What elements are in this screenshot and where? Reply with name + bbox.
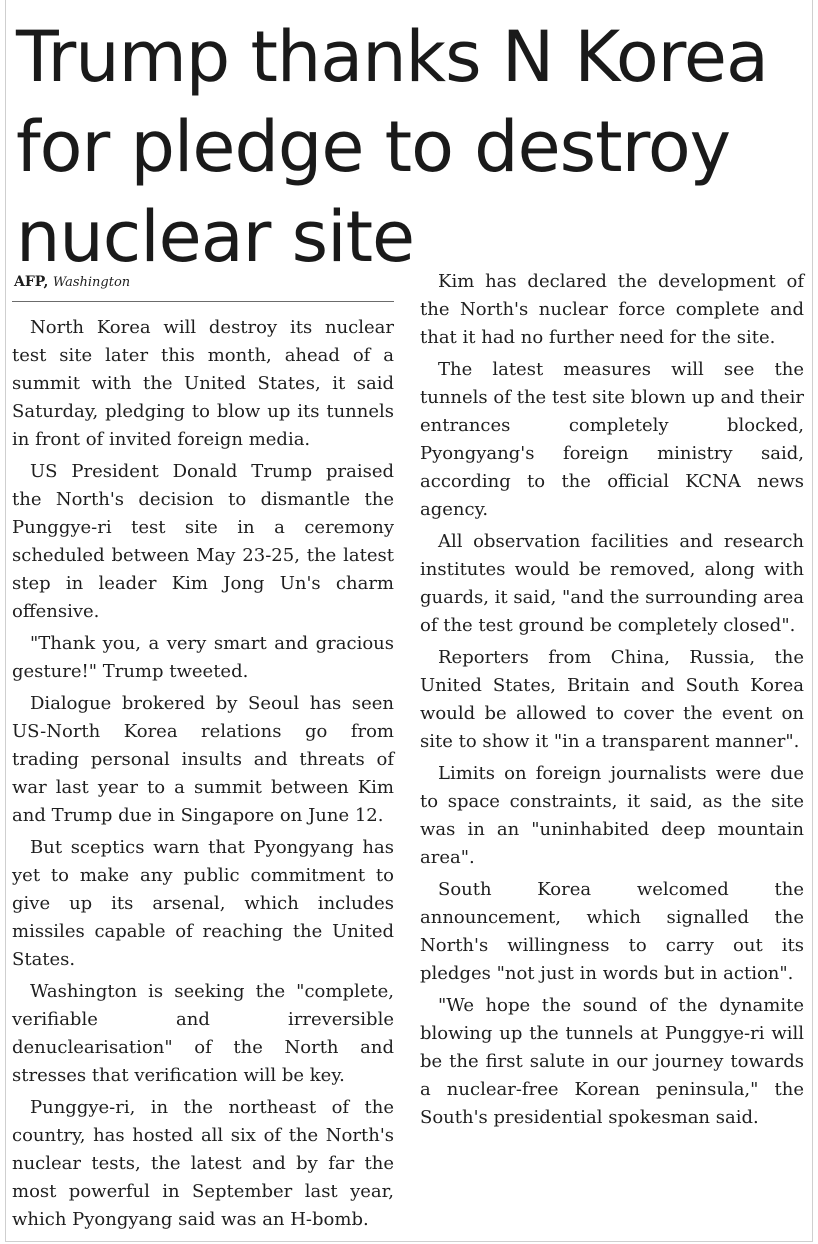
paragraph: North Korea will destroy its nuclear test site later this month, ahead of a summit with the United States, it said Saturday, pledging to blow up its tunnels in front of invited foreign media. (12, 317, 394, 450)
paragraph: South Korea welcomed the announcement, which signalled the North's willingness to carry out its pledges "not just in words but in action". (420, 879, 804, 984)
paragraph: Dialogue brokered by Seoul has seen US-North Korea relations go from trading personal insults and threats of war last year to a summit between Kim and Trump due in Singapore on June 12. (12, 693, 394, 826)
paragraph: Limits on foreign journalists were due to space constraints, it said, as the site was in an "uninhabited deep mountain area". (420, 763, 804, 868)
paragraph: Washington is seeking the "complete, verifiable and irreversible denuclearisation" of the North and stresses that verification will be key. (12, 981, 394, 1086)
paragraph: But sceptics warn that Pyongyang has yet to make any public commitment to give up its arsenal, which includes missiles capable of reaching the United States. (12, 837, 394, 970)
paragraph: Reporters from China, Russia, the United States, Britain and South Korea would be allowed to cover the event on site to show it "in a transparent manner". (420, 647, 804, 752)
article-headline: Trump thanks N Korea for pledge to destroy nuclear site (16, 16, 768, 278)
paragraph: The latest measures will see the tunnels of the test site blown up and their entrances completely blocked, Pyongyang's foreign ministry said, according to the official KCNA news agency. (420, 359, 804, 520)
paragraph: Kim has declared the development of the North's nuclear force complete and that it had no further need for the site. (420, 271, 804, 348)
article-column-left (12, 314, 394, 1238)
article-column-right (420, 268, 804, 1136)
paragraph: Punggye-ri, in the northeast of the country, has hosted all six of the North's nuclear tests, the latest and by far the most powerful in September last year, which Pyongyang said was an H-bomb. (12, 1097, 394, 1230)
byline-agency: AFP, (14, 274, 49, 290)
paragraph: "We hope the sound of the dynamite blowing up the tunnels at Punggye-ri will be the first salute in our journey towards a nuclear-free Korean peninsula," the South's presidential spokesman said. (420, 995, 804, 1128)
paragraph: "Thank you, a very smart and gracious gesture!" Trump tweeted. (12, 633, 394, 682)
article-byline (14, 272, 394, 293)
byline-location: Washington (52, 275, 131, 290)
byline-divider (12, 301, 394, 302)
paragraph: US President Donald Trump praised the North's decision to dismantle the Punggye-ri test site in a ceremony scheduled between May 23-25, the latest step in leader Kim Jong Un's charm offensive. (12, 461, 394, 622)
paragraph: All observation facilities and research institutes would be removed, along with guards, it said, "and the surrounding area of the test ground be completely closed". (420, 531, 805, 636)
